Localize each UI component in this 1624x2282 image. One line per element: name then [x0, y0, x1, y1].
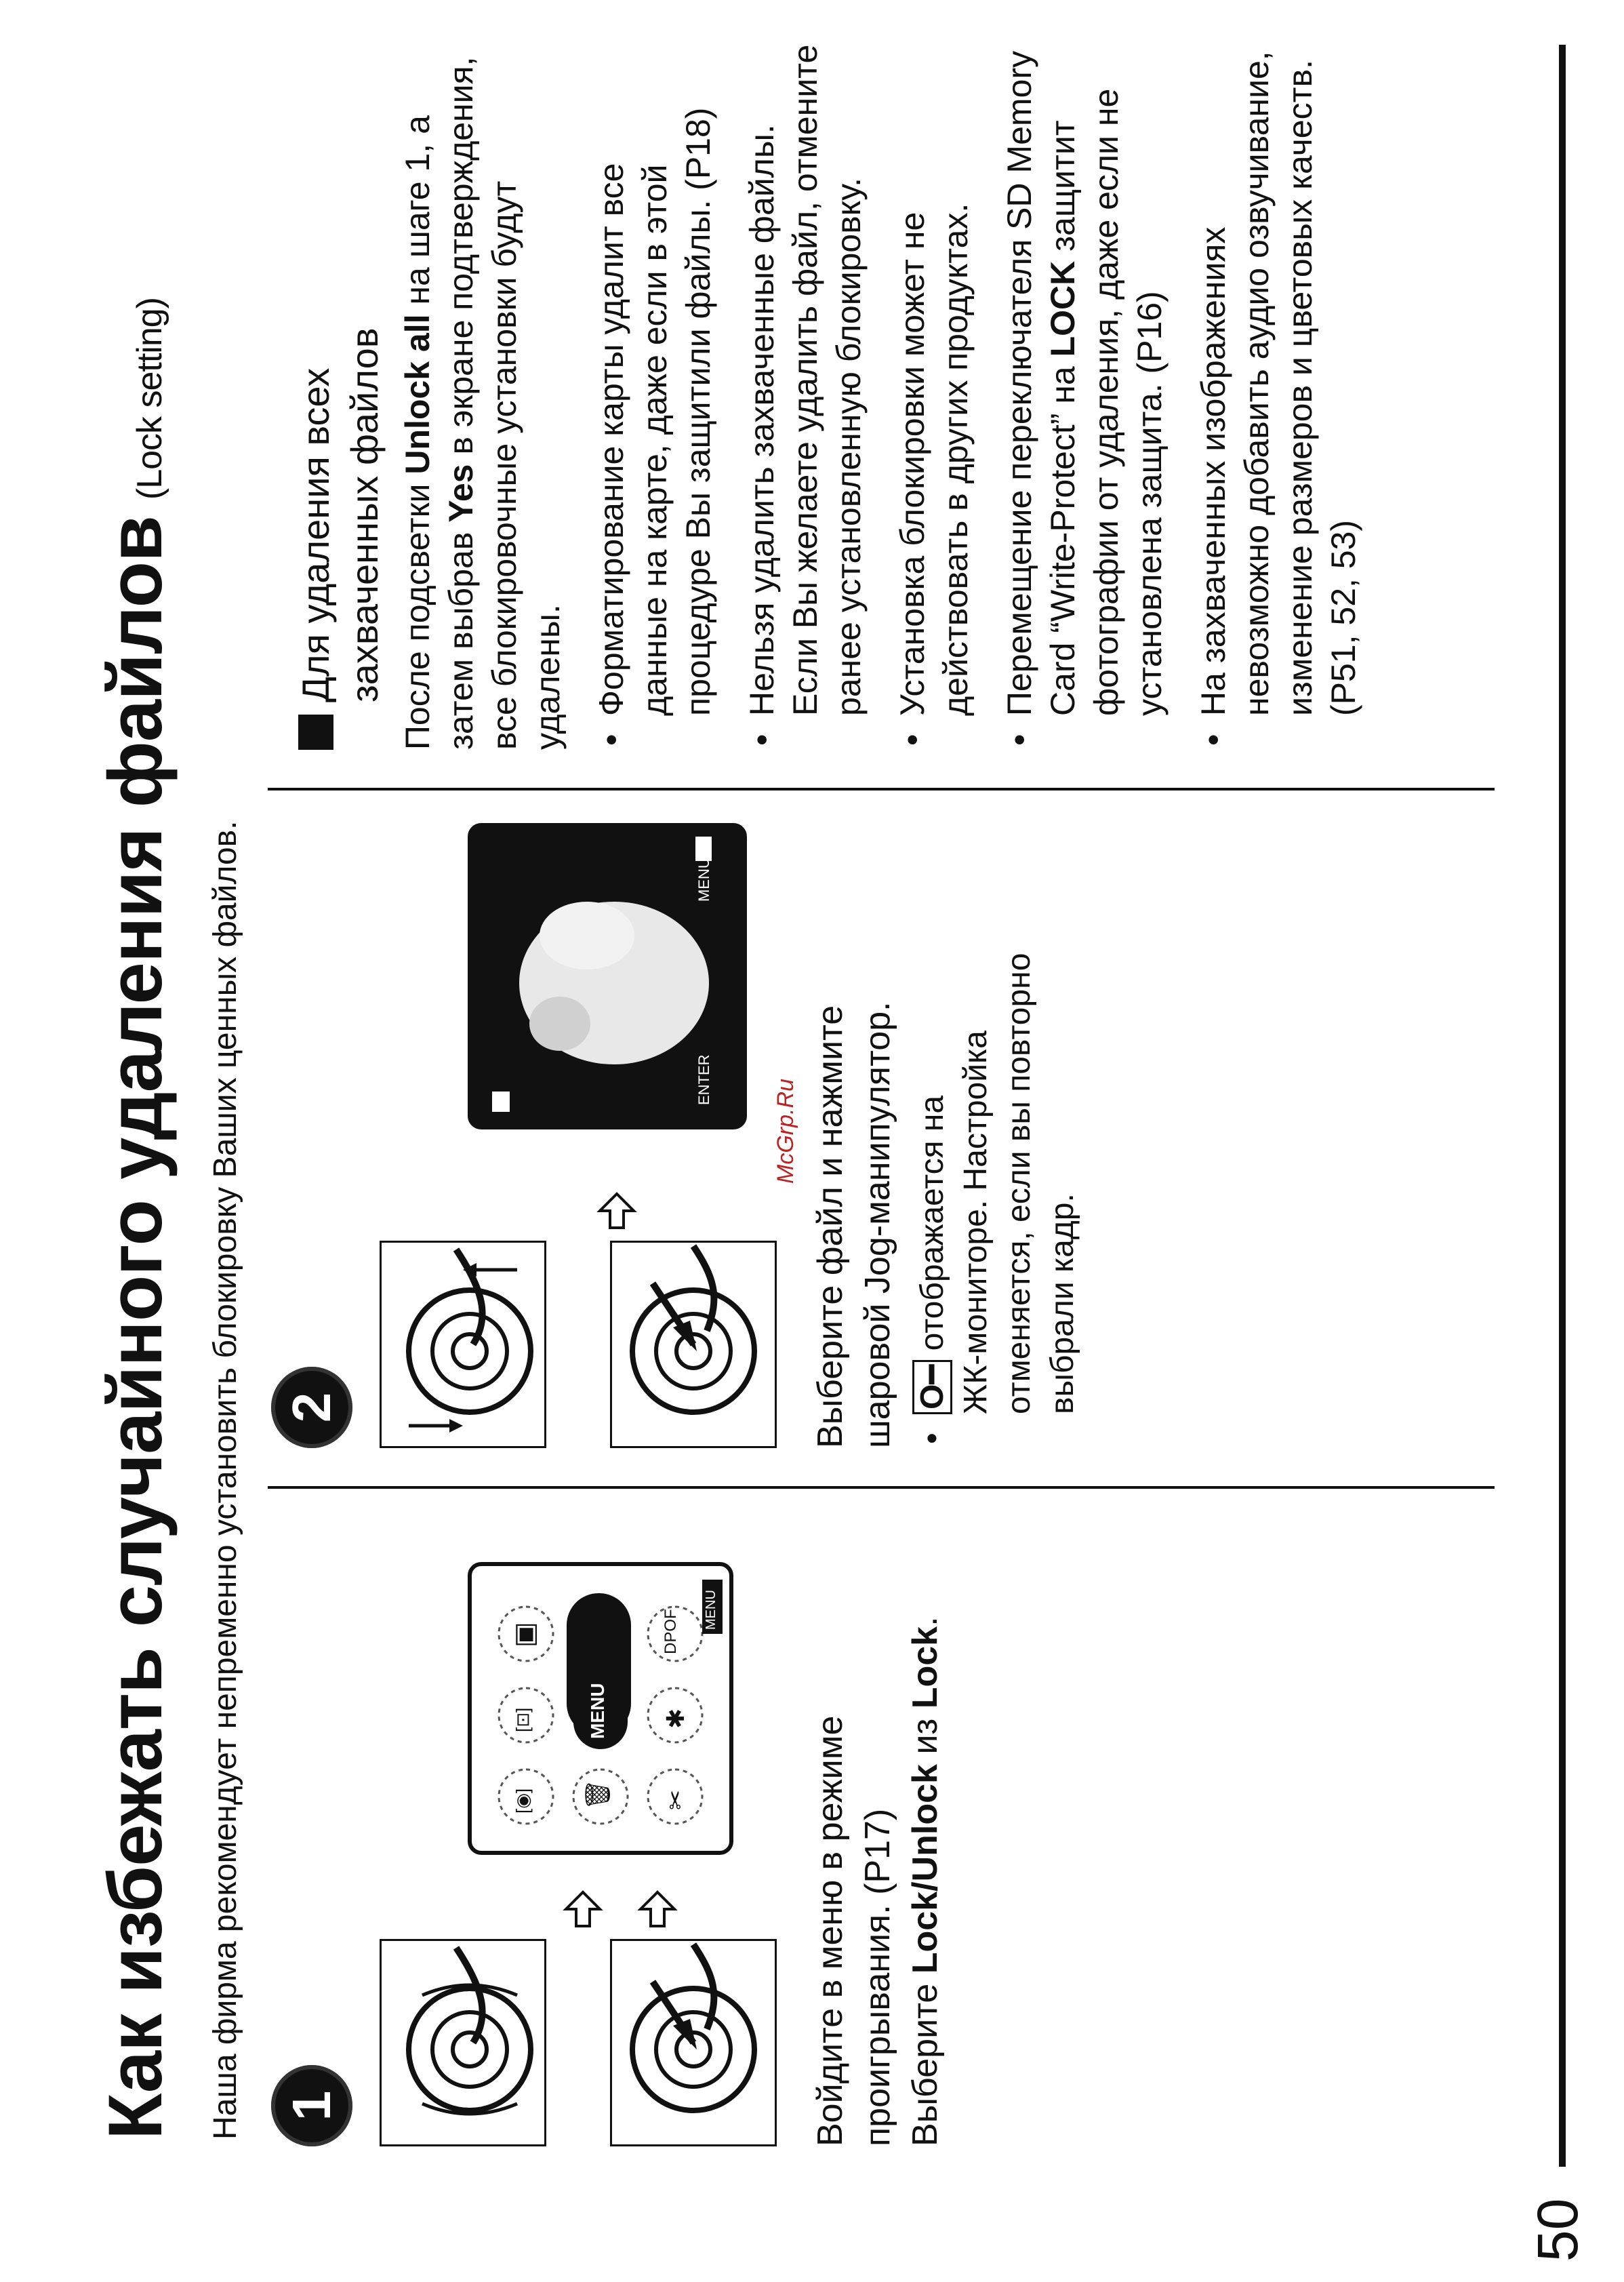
- menu-item-protect: [◉]: [512, 1788, 533, 1814]
- page-subtitle: (Lock setting): [130, 297, 169, 500]
- menu-item-trim: ✂: [662, 1789, 689, 1810]
- jog-dial-icon: [382, 1941, 544, 2144]
- arrow-right-icon: [563, 1889, 603, 1929]
- side-paragraph: После подсветки Unlock all на шаге 1, а затем выбрав Yes в экране подтверждения, все блокировочные установки будут удалены.: [399, 56, 567, 750]
- menu-item-dpof: DPOF: [662, 1609, 680, 1654]
- menu-item-menu-center: MENU: [587, 1683, 608, 1739]
- step-2-badge: 2: [271, 1367, 352, 1448]
- watermark: McGrp.Ru: [773, 1079, 798, 1184]
- side-bullet-5: • На захваченных изображениях невозможно добавить аудио озвучивание, изменение размеров и цветовых качеств. (P51, 52, 53): [1192, 38, 1365, 750]
- playback-menu-screen: [468, 1562, 733, 1855]
- step-1-line-3: Выберите Lock/Unlock из Lock.: [906, 1616, 945, 2146]
- step-1-line-2: проигрывания. (P17): [858, 1808, 897, 2146]
- bottom-rule: [1559, 45, 1566, 2167]
- side-bullet-1: • Форматирование карты удалит все данные на карте, даже если в этой процедуре Вы защитили файлы. (P18): [590, 38, 720, 750]
- heading-square-icon: [298, 715, 333, 750]
- page-number: 50: [1526, 2198, 1589, 2262]
- step-1-badge: 1: [271, 2065, 352, 2146]
- step-2-line-2: шаровой Jog-манипулятор.: [858, 1001, 897, 1448]
- page-title: Как избежать случайного удаления файлов(Lock setting): [93, 297, 178, 2140]
- jog-dial-press-icon-2: [612, 1243, 775, 1446]
- jog-dial-illustration-1a: [380, 1939, 546, 2146]
- menu-item-delete: 🗑: [584, 1779, 611, 1810]
- menu-item-copy: [⊡]: [512, 1707, 533, 1732]
- jog-dial-rotate-icon: [382, 1243, 544, 1446]
- jog-dial-press-icon: [612, 1941, 775, 2144]
- jog-dial-illustration-1b: [610, 1939, 777, 2146]
- column-divider-2: [268, 788, 1495, 790]
- step-2-instructions: [807, 818, 1084, 1448]
- step-2-note: • O━ отображается на ЖК-мониторе. Настройка отменяется, если вы повторно выбрали кадр.: [911, 818, 1084, 1448]
- menu-item-resize: ▣: [510, 1622, 540, 1647]
- side-notes: [291, 38, 1385, 750]
- arrow-right-icon-2: [596, 1190, 637, 1231]
- side-bullet-2: • Нельзя удалить захваченные файлы. Если Вы желаете удалить файл, отмените ранее установленную блокировку.: [740, 38, 870, 750]
- column-divider-1: [268, 1486, 1495, 1489]
- step-1-instructions: [807, 1516, 949, 2146]
- jog-dial-illustration-2a: [380, 1241, 546, 1448]
- intro-text: Наша фирма рекомендует непременно установить блокировку Ваших ценных файлов.: [207, 820, 243, 2140]
- side-heading: Для удаления всех захваченных файлов: [291, 38, 389, 750]
- lcd-enter-label: ENTER: [695, 1054, 712, 1105]
- side-bullet-4: • Перемещение переключателя SD Memory Card “Write-Protect” на LOCK защитит фотографии от удаления, даже если не установлена защита. (P16): [998, 38, 1171, 750]
- lcd-menu-label: MENU: [695, 858, 712, 902]
- photo-lcd-screen: [468, 823, 747, 1129]
- step-2-line-1: Выберите файл и нажмите: [811, 1005, 850, 1448]
- arrow-down-right-icon: [637, 1889, 678, 1929]
- side-bullet-3: • Установка блокировки может не действовать в других продуктах.: [891, 38, 977, 750]
- menu-label: MENU: [704, 1590, 718, 1630]
- lock-icon: O━: [912, 1360, 952, 1414]
- jog-dial-illustration-2b: [610, 1241, 777, 1448]
- menu-item-effects: ✱: [662, 1708, 689, 1729]
- step-1-line-1: Войдите в меню в режиме: [811, 1715, 850, 2146]
